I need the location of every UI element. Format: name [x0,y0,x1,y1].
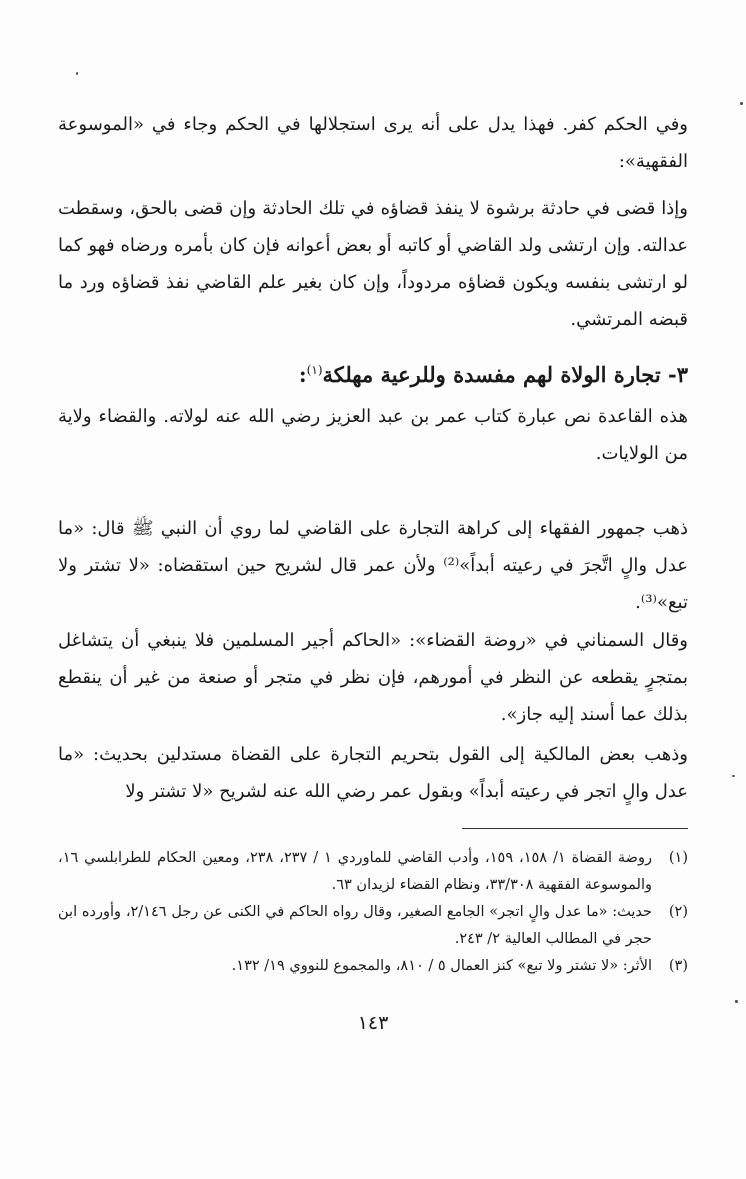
footnote-number: (١) [668,850,688,866]
heading-footnote-ref: (١) [306,363,323,377]
paragraph-3: هذه القاعدة نص عبارة كتاب عمر بن عبد العزيز رضي الله عنه لولاته. والقضاء ولاية من الولايات. [58,406,688,464]
footnote-2 [58,899,688,953]
page-number: ١٤٣ [357,1012,389,1034]
footnote-text: روضة القضاة ١/ ١٥٨، ١٥٩، وأدب القاضي للماوردي ١ / ٢٣٧، ٢٣٨، ومعين الحكام للطرابلسي ١٦، والموسوعة الفقهية ٣٣/٣٠٨، ونظام القضاء لزيدان ٦٣. [58,850,652,893]
paragraph-5: وقال السمناني في «روضة القضاء»: «الحاكم أجير المسلمين فلا ينبغي أن يتشاغل بمتجرٍ يقطعه عن النظر في أمورهم، فإن نظر في متجر أو صنعة من غير أن ينقطع بذلك عما أسند إليه جاز». [58,630,688,725]
footnote-number: (٢) [668,904,688,920]
paragraph-4: ذهب جمهور الفقهاء إلى كراهة التجارة على القاضي لما روي أن النبي ﷺ قال: «ما عدل والٍ اتَّجرَ في رعيته أبداً»⁽²⁾ ولأن عمر قال لشريح حين استقضاه: «لا تشتر ولا تبع»⁽³⁾. [58,518,689,613]
footnote-text: حديث: «ما عدل والٍ اتجر» الجامع الصغير، وقال رواه الحاكم في الكنى عن رجل ٢/١٤٦، وأورده ابن حجر في المطالب العالية ٢/ ٢٤٣. [58,904,652,947]
footnote-divider [462,828,688,829]
footnote-1 [58,845,688,899]
scan-speck [76,72,78,75]
footnotes [58,845,688,980]
paragraph-1: وفي الحكم كفر. فهذا يدل على أنه يرى استجلالها في الحكم وجاء في «الموسوعة الفقهية»: [58,114,688,172]
section-heading [58,352,688,393]
heading-colon: : [298,362,307,387]
scan-speck [740,102,743,105]
paragraph-2: وإذا قضى في حادثة برشوة لا ينفذ قضاؤه في تلك الحادثة وإن قضى بالحق، وسقطت عدالته. وإن ارتشى ولد القاضي أو كاتبه أو بعض أعوانه فإن كان بأمره ورضاه فهو كما لو ارتشى بنفسه ويكون قضاؤه مردوداً، وإن كان بغير علم القاضي نفذ قضاؤه ورد ما قبضه المرتشي. [58,198,688,330]
footnote-number: (٣) [668,958,688,974]
heading-text: ٣- تجارة الولاة لهم مفسدة وللرعية مهلكة [322,362,688,387]
footnote-text: الأثر: «لا تشتر ولا تبع» كنز العمال ٥ / ٨١٠، والمجموع للنووي ١٩/ ١٣٢. [231,958,652,974]
footnote-3 [58,953,688,980]
paragraph-6: وذهب بعض المالكية إلى القول بتحريم التجارة على القضاة مستدلين بحديث: «ما عدل والٍ اتجر في رعيته أبداً» وبقول عمر رضي الله عنه لشريح «لا تشتر ولا [58,744,688,802]
scan-speck [735,1000,738,1003]
scan-speck [732,775,735,777]
